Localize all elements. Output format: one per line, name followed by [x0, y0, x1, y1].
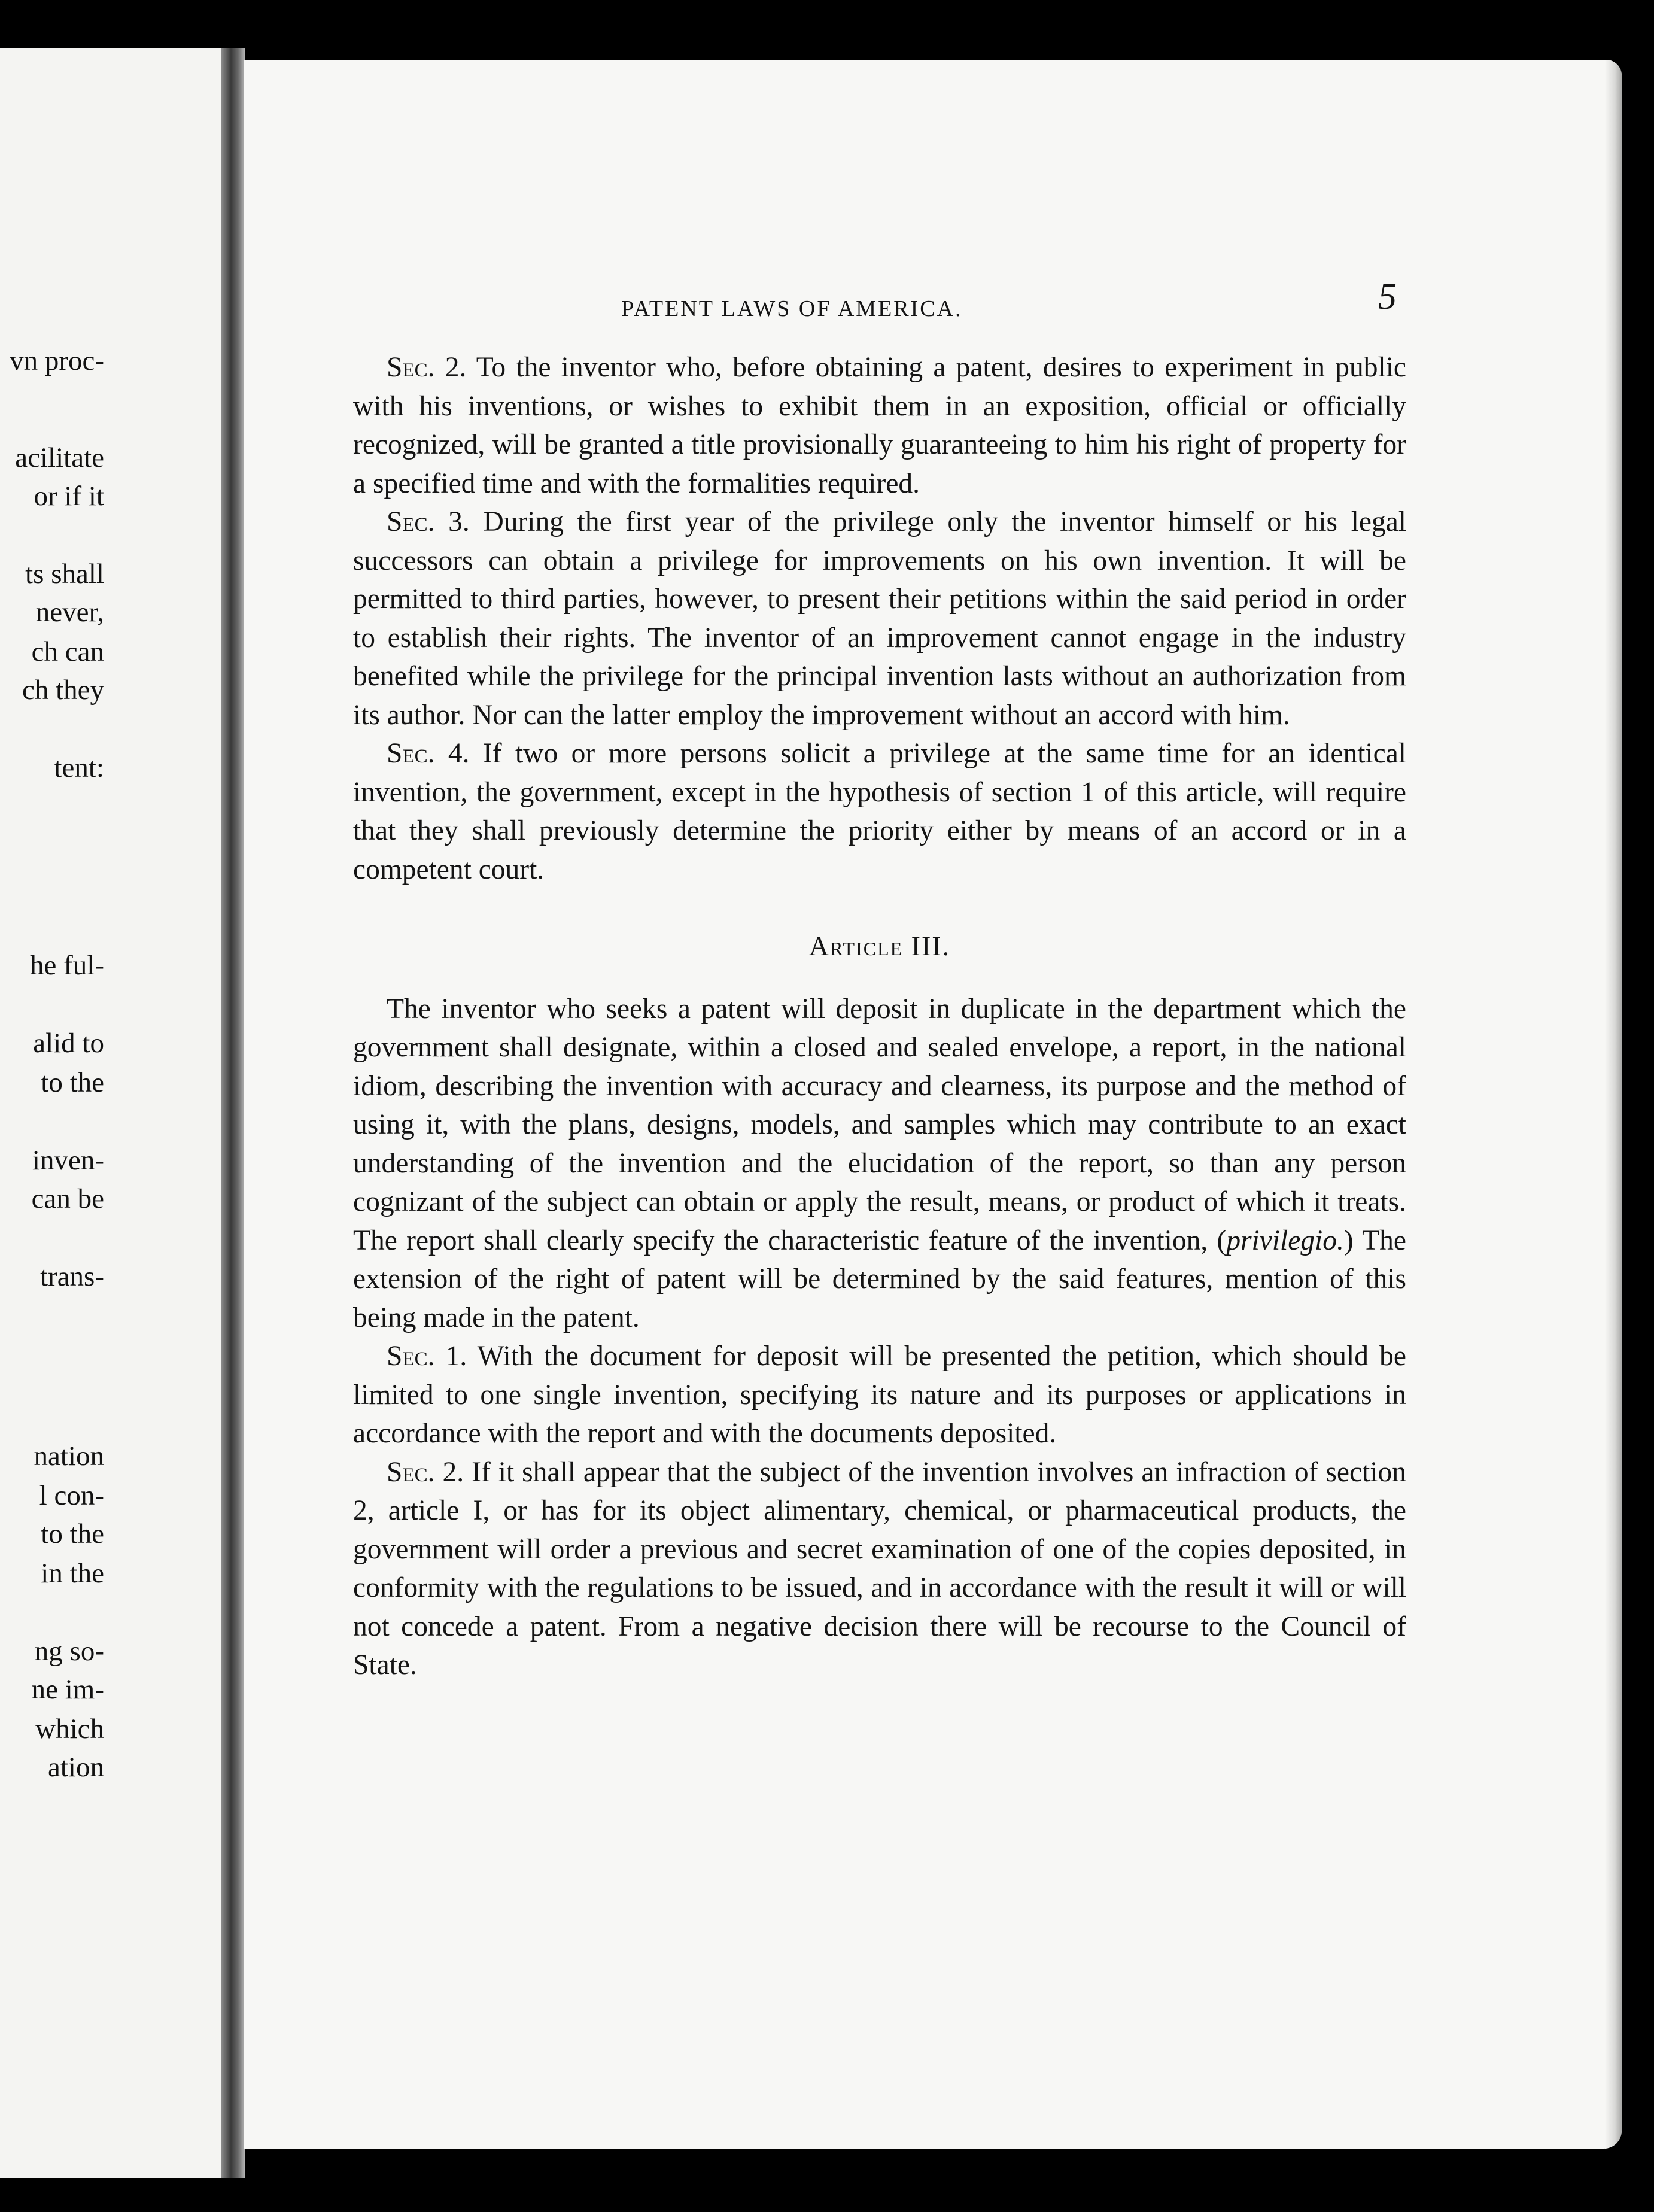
article-heading: Article III. — [808, 931, 951, 961]
left-page-text-fragment: or if it — [34, 481, 104, 512]
left-page-text-fragment: nation — [34, 1441, 104, 1472]
section-paragraph — [353, 503, 1406, 734]
page-number: 5 — [1378, 276, 1397, 317]
page-body — [353, 276, 1406, 1685]
left-page-text-fragment: can be — [31, 1183, 104, 1214]
section-text: To the inventor who, before obtaining a patent, desires to experiment in public with his inventions, or wishes to exhibit them in an exposition, official or officially recognized, will be granted a title provisionally guaranteeing to him his right of property for a specified time and with the formalities required. — [353, 352, 1406, 499]
left-page-text-fragment: to the — [41, 1518, 104, 1549]
left-page-text-fragment: to the — [41, 1067, 104, 1098]
left-page-text-fragment: which — [35, 1713, 104, 1745]
left-page-text-fragment: acilitate — [15, 442, 104, 473]
section-label: Sec. 3. — [387, 506, 470, 537]
article-intro-text-end: ) The extension of the right of patent will be determined by the said features, mention of this being made in the patent. — [353, 1224, 1406, 1333]
left-page-text-fragment: ation — [48, 1752, 104, 1783]
left-page-text-fragment: trans- — [39, 1261, 104, 1292]
article-intro-paragraph — [353, 990, 1406, 1338]
section-label: Sec. 4. — [387, 738, 470, 769]
left-facing-page — [0, 48, 239, 2178]
section-text: With the document for deposit will be presented the petition, which should be limited to one single invention, specifying its nature and its purposes or applications in accordance with the report and with the documents deposited. — [353, 1341, 1406, 1449]
left-page-text-fragment: ch they — [22, 674, 104, 706]
running-title: PATENT LAWS OF AMERICA. — [621, 296, 963, 321]
article-intro-text: The inventor who seeks a patent will deposit in duplicate in the department which the government shall designate, within a closed and sealed envelope, a report, in the national idiom, describing the invention with accuracy and clearness, its purpose and the method of using it, with the plans, designs, models, and samples which may contribute to an exact understanding of the invention and the elucidation of the report, so than any person cognizant of the subject can obtain or apply the result, means, or product of which it treats. The report shall clearly specify the characteristic feature of the invention, ( — [353, 993, 1406, 1256]
left-page-text-fragment: inven- — [32, 1145, 104, 1176]
left-page-text-fragment: ng so- — [34, 1636, 104, 1667]
left-page-text-fragment: he ful- — [30, 950, 104, 981]
page-edge — [1605, 60, 1622, 2149]
running-head — [353, 276, 1406, 348]
section-paragraph — [353, 1337, 1406, 1453]
section-label: Sec. 2. — [387, 1456, 464, 1488]
section-text: If it shall appear that the subject of the invention involves an infraction of section 2, article I, or has for its object alimentary, chemical, or pharmaceutical products, the government will order a previous and secret examination of one of the copies deposited, in conformity with the regulations to be issued, and in accordance with the result it will or will not concede a patent. From a negative decision there will be recourse to the Council of State. — [353, 1456, 1406, 1681]
left-page-text-fragment: l con- — [39, 1480, 104, 1511]
section-text: During the first year of the privilege only the inventor himself or his legal successors can obtain a privilege for improvements on his own invention. It will be permitted to third parties, however, to present their petitions within the said period in order to establish their rights. The inventor of an improvement cannot engage in the industry benefited while the privilege for the principal invention lasts without an authorization from its author. Nor can the latter employ the improvement without an accord with him. — [353, 506, 1406, 731]
left-page-text-fragment: vn proc- — [10, 345, 104, 376]
section-label: Sec. 2. — [387, 352, 467, 383]
left-page-text-fragment: in the — [41, 1558, 104, 1589]
left-page-text-fragment: alid to — [33, 1028, 104, 1059]
right-page — [244, 60, 1622, 2149]
section-label: Sec. 1. — [387, 1341, 467, 1372]
left-page-text-fragment: ne im- — [31, 1674, 104, 1705]
left-page-text-fragment: ch can — [31, 636, 104, 667]
section-text: If two or more persons solicit a privilege at the same time for an identical invention, the government, except in the hypothesis of section 1 of this article, will require that they shall previously determine the priority either by means of an accord or in a competent court. — [353, 738, 1406, 885]
article-intro-italic-term: privilegio. — [1226, 1224, 1344, 1256]
book-gutter — [221, 48, 245, 2178]
section-paragraph — [353, 734, 1406, 889]
left-page-text-fragment: never, — [35, 597, 104, 628]
section-paragraph — [353, 1453, 1406, 1685]
section-paragraph — [353, 348, 1406, 503]
left-page-text-fragment: ts shall — [25, 558, 104, 590]
left-page-text-fragment: tent: — [54, 752, 104, 783]
